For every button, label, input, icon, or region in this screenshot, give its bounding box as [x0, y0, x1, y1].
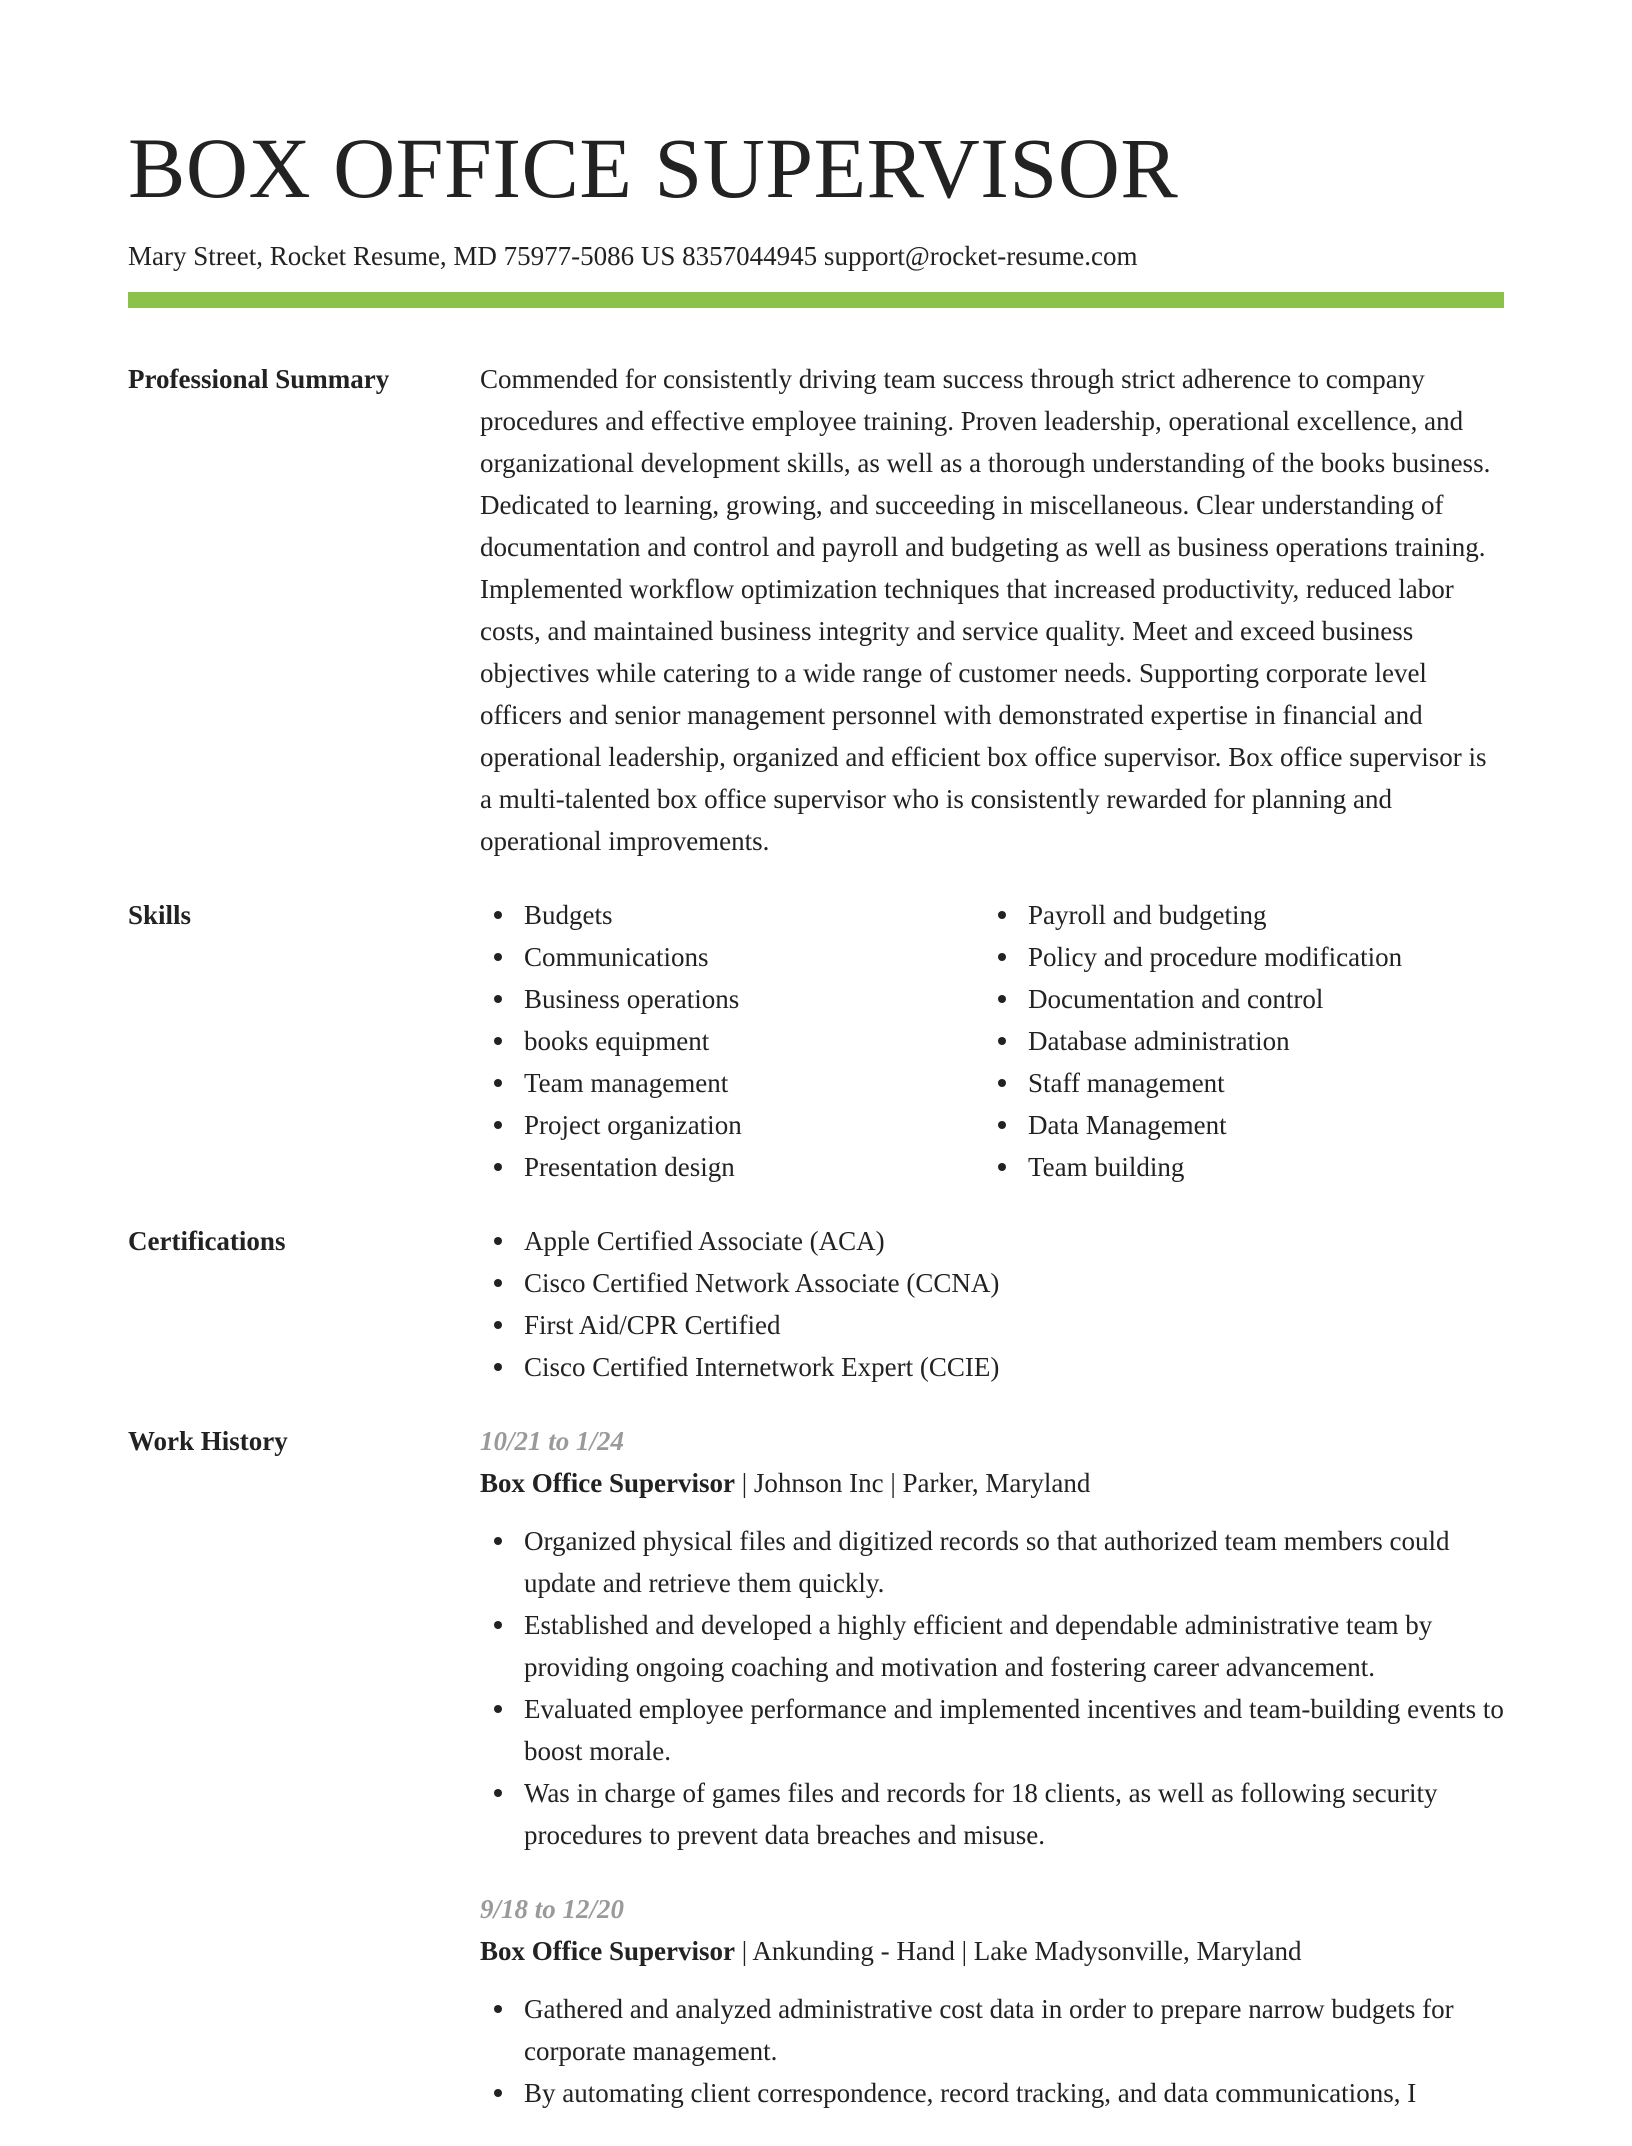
- certifications-heading: Certifications: [128, 1226, 286, 1256]
- job-dates: 10/21 to 1/24: [480, 1426, 625, 1456]
- duty-item: Established and developed a highly efficient and dependable administrative team by providing ongoing coaching and motivation and fostering career advancement.: [480, 1604, 1504, 1688]
- duty-item: Evaluated employee performance and implemented incentives and team-building events to boost morale.: [480, 1688, 1504, 1772]
- skills-column-1: [480, 894, 984, 1188]
- job-entry: [480, 1888, 1504, 2114]
- skill-item: Business operations: [480, 978, 984, 1020]
- work-history-heading: Work History: [128, 1426, 288, 1456]
- skill-item: books equipment: [480, 1020, 984, 1062]
- skill-item: Team management: [480, 1062, 984, 1104]
- certification-item: Cisco Certified Network Associate (CCNA): [480, 1262, 1504, 1304]
- header-divider: [128, 292, 1504, 308]
- job-header: [480, 1462, 1504, 1504]
- skill-item: Database administration: [984, 1020, 1504, 1062]
- job-header: [480, 1930, 1504, 1972]
- skills-column-2: [984, 894, 1504, 1188]
- job-title: Box Office Supervisor: [480, 1936, 735, 1966]
- certifications-section: [128, 1220, 1504, 1388]
- duty-item: Was in charge of games files and records for 18 clients, as well as following security procedures to prevent data breaches and misuse.: [480, 1772, 1504, 1856]
- skill-item: Project organization: [480, 1104, 984, 1146]
- job-duties: [480, 1520, 1504, 1856]
- job-details: | Ankunding - Hand | Lake Madysonville, Maryland: [734, 1936, 1302, 1966]
- summary-section: [128, 358, 1504, 862]
- duty-item: Organized physical files and digitized records so that authorized team members could update and retrieve them quickly.: [480, 1520, 1504, 1604]
- resume-page: [128, 0, 1504, 2146]
- certification-item: Apple Certified Associate (ACA): [480, 1220, 1504, 1262]
- summary-text: Commended for consistently driving team success through strict adherence to company procedures and effective employee training. Proven leadership, operational excellence, and organizational development skills, as well as a thorough understanding of the books business. Dedicated to learning, growing, and succeeding in miscellaneous. Clear understanding of documentation and control and payroll and budgeting as well as business operations training. Implemented workflow optimization techniques that increased productivity, reduced labor costs, and maintained business integrity and service quality. Meet and exceed business objectives while catering to a wide range of customer needs. Supporting corporate level officers and senior management personnel with demonstrated expertise in financial and operational leadership, organized and efficient box office supervisor. Box office supervisor is a multi-talented box office supervisor who is consistently rewarded for planning and operational improvements.: [480, 364, 1491, 856]
- skills-list: [480, 894, 1504, 1188]
- skill-item: Staff management: [984, 1062, 1504, 1104]
- skill-item: Policy and procedure modification: [984, 936, 1504, 978]
- job-duties: [480, 1988, 1504, 2114]
- skill-item: Communications: [480, 936, 984, 978]
- skill-item: Documentation and control: [984, 978, 1504, 1020]
- work-history-body: [480, 1420, 1504, 2146]
- work-history-section: [128, 1420, 1504, 2146]
- skill-item: Presentation design: [480, 1146, 984, 1188]
- skills-section: [128, 894, 1504, 1188]
- certification-item: Cisco Certified Internetwork Expert (CCIE): [480, 1346, 1504, 1388]
- duty-item: By automating client correspondence, record tracking, and data communications, I: [480, 2072, 1504, 2114]
- job-details: | Johnson Inc | Parker, Maryland: [734, 1468, 1091, 1498]
- duty-item: Gathered and analyzed administrative cost data in order to prepare narrow budgets for corporate management.: [480, 1988, 1504, 2072]
- job-title: Box Office Supervisor: [480, 1468, 735, 1498]
- certifications-body: [480, 1220, 1504, 1388]
- job-dates: 9/18 to 12/20: [480, 1894, 625, 1924]
- skill-item: Data Management: [984, 1104, 1504, 1146]
- skill-item: Budgets: [480, 894, 984, 936]
- skill-item: Payroll and budgeting: [984, 894, 1504, 936]
- skill-item: Team building: [984, 1146, 1504, 1188]
- contact-line: Mary Street, Rocket Resume, MD 75977-5086 US 8357044945 support@rocket-resume.com: [128, 241, 1138, 271]
- certification-item: First Aid/CPR Certified: [480, 1304, 1504, 1346]
- job-entry: [480, 1420, 1504, 1856]
- certifications-list: [480, 1220, 1504, 1388]
- page-title: BOX OFFICE SUPERVISOR: [128, 120, 1179, 216]
- skills-heading: Skills: [128, 900, 192, 930]
- summary-heading: Professional Summary: [128, 364, 390, 394]
